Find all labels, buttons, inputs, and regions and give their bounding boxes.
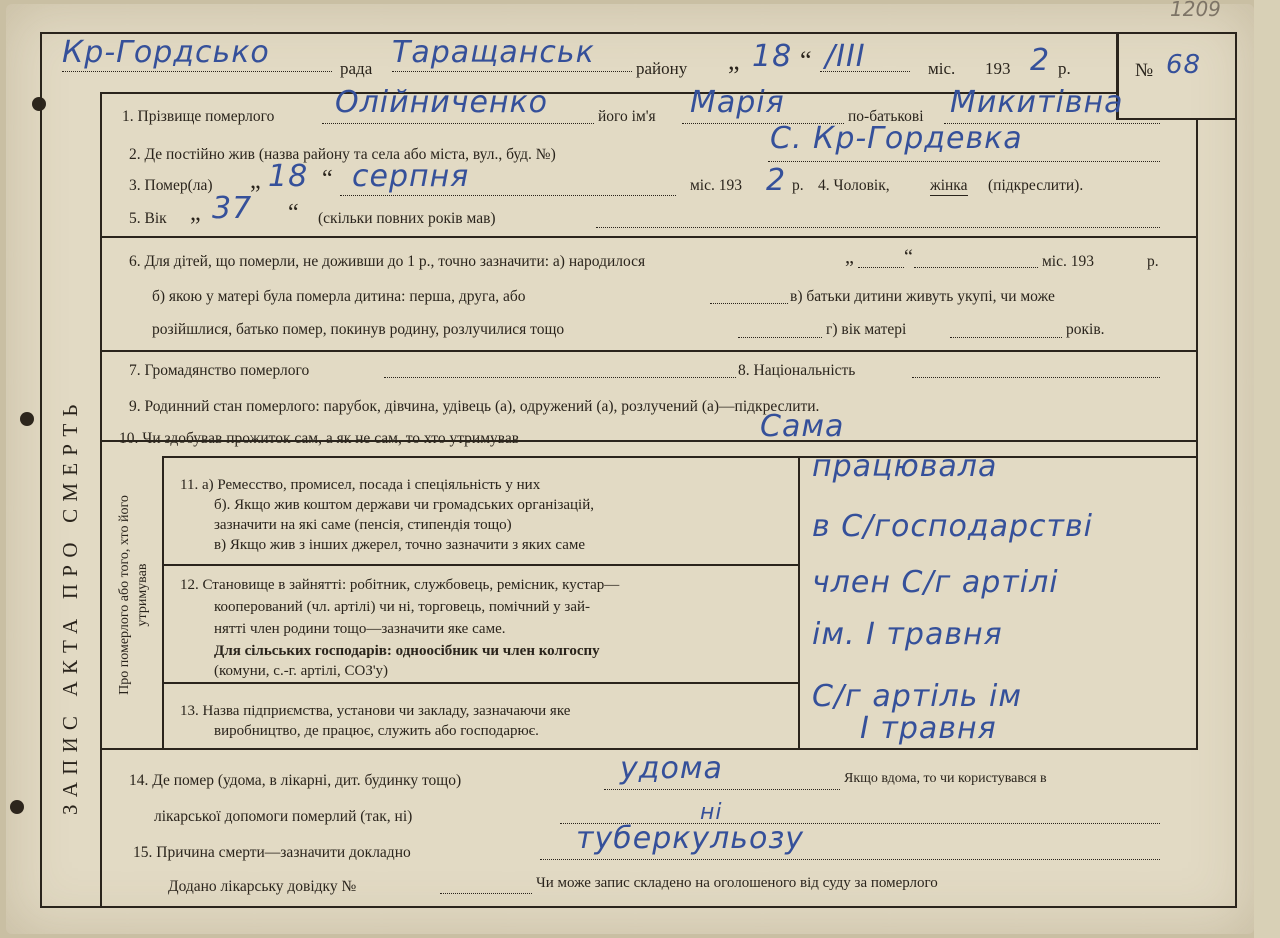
death-month-label: міс. 193: [690, 177, 742, 194]
final-line-b: Чи може запис складено на оголошеного від суду за померлого: [536, 875, 938, 891]
day-open-quote: „: [728, 46, 740, 75]
field-6-line2a: б) якою у матері була померла дитина: перша, друга, або: [152, 288, 526, 305]
hw-number: 68: [1166, 50, 1202, 80]
field-5-label: 5. Вік: [129, 210, 167, 227]
age-open: „: [190, 200, 201, 226]
field-6-line1: 6. Для дітей, що померли, не доживши до 1 р., точно зазначити: а) народилося: [129, 253, 646, 270]
death-day-open: „: [250, 168, 261, 194]
hw-medical-help: ні: [700, 800, 723, 825]
right-margin-border: [1196, 118, 1198, 748]
divider-after-10b: [162, 456, 1198, 458]
field-4-female: жінка: [930, 177, 968, 194]
punch-hole: [10, 800, 24, 814]
hw-district: Таращанськ: [392, 35, 595, 70]
field-14-line1b: Якщо вдома, то чи користувався в: [844, 771, 1047, 786]
divider-12-13: [162, 682, 798, 684]
field-6-line3c: років.: [1066, 321, 1105, 338]
death-day-close: “: [322, 166, 333, 192]
hw-name: Марія: [690, 85, 785, 120]
name-label: його ім'я: [598, 108, 656, 125]
field-12-line1: 12. Становище в зайнятті: робітник, службовець, ремісник, кустар—: [180, 577, 620, 593]
hw-position-2: ім. І травня: [812, 617, 1003, 652]
hw-year-digit: 2: [1030, 43, 1051, 78]
side-column-border: [100, 92, 102, 908]
month-line: [820, 70, 910, 72]
hw-position-1: член С/г артілі: [812, 565, 1059, 600]
punch-hole: [20, 412, 34, 426]
death-month-line: [340, 194, 676, 196]
field-13-line2: виробництво, де працює, служить або господарює.: [214, 723, 539, 739]
field-11-line2: б). Якщо жив коштом держави чи громадських організацій,: [214, 497, 594, 513]
divider-11-12: [162, 564, 798, 566]
month-label: міс.: [928, 59, 956, 78]
certificate-number-line: [440, 892, 532, 894]
field-12-line2: кооперований (чл. артілі) чи ні, торговець, помічний у зай-: [214, 599, 590, 615]
field-13-line1: 13. Назва підприємства, установи чи закладу, зазначаючи яке: [180, 703, 571, 719]
field-1-label: 1. Прізвище померлого: [122, 108, 275, 125]
field-7-label: 7. Громадянство померлого: [129, 362, 310, 379]
hw-workplace-1: С/г артіль ім: [812, 679, 1022, 714]
field-14-line1a: 14. Де помер (удома, в лікарні, дит. будинку тощо): [129, 772, 462, 789]
corner-mark: 1209: [1170, 0, 1221, 21]
number-label: №: [1135, 60, 1154, 81]
nationality-line: [912, 376, 1160, 378]
divider-after-5: [100, 236, 1198, 238]
year-suffix: р.: [1058, 59, 1071, 78]
hw-death-year-digit: 2: [766, 163, 787, 198]
number-box-bottom: [1116, 118, 1237, 120]
field-12-line4: Для сільських господарів: одноосібник чи член колгоспу: [214, 643, 600, 659]
hw-cause: туберкульозу: [576, 821, 805, 856]
day-close-quote: “: [800, 46, 812, 75]
hw-council: Кр-Гордсько: [62, 35, 270, 70]
field-2-label: 2. Де постійно жив (назва району та села або міста, вул., буд. №): [129, 146, 556, 163]
field-6-line2b: в) батьки дитини живуть укупі, чи може: [790, 288, 1055, 305]
council-label: рада: [340, 59, 373, 78]
district-label: району: [636, 59, 688, 78]
field-4-note: (підкреслити).: [988, 177, 1084, 194]
field-3-label: 3. Помер(ла): [129, 177, 213, 194]
field-6-close: “: [904, 246, 913, 268]
council-line: [62, 70, 332, 72]
hw-occupation-2: в С/господарстві: [812, 509, 1094, 544]
hw-death-place: удома: [620, 751, 723, 786]
child-order-line: [710, 302, 788, 304]
side-title: ЗАПИС АКТА ПРО СМЕРТЬ: [58, 397, 82, 815]
side-label-divider: [162, 456, 164, 748]
page-edge: [1254, 0, 1280, 938]
parents-line: [738, 336, 822, 338]
field-11-line4: в) Якщо жив з інших джерел, точно зазначити з яких саме: [214, 537, 586, 553]
hw-header-month: /III: [825, 39, 866, 74]
answer-column-divider: [798, 456, 800, 748]
side-label: Про померлого або того, хто його утримував: [117, 495, 150, 695]
field-6-suffix: р.: [1147, 253, 1159, 270]
field-6-line3a: розійшлися, батько помер, покинув родину, розлучилися тощо: [152, 321, 565, 338]
field-6-line3b: г) вік матері: [826, 321, 907, 338]
field-4-label: 4. Чоловік,: [818, 177, 890, 194]
cause-line: [540, 858, 1160, 860]
year-printed: 193: [985, 59, 1011, 78]
hw-support: Сама: [760, 409, 845, 444]
field-8-label: 8. Національність: [738, 362, 856, 379]
field-6-open: „: [845, 246, 854, 268]
mother-age-line: [950, 336, 1062, 338]
divider-after-13: [100, 748, 1198, 750]
citizenship-line: [384, 376, 736, 378]
hw-death-month: серпня: [352, 159, 470, 194]
hw-death-day: 18: [268, 159, 309, 194]
hw-residence: С. Кр-Гордевка: [770, 121, 1023, 156]
field-15-label: 15. Причина смерти—зазначити докладно: [133, 844, 411, 861]
final-line-a: Додано лікарську довідку №: [168, 878, 357, 895]
hw-workplace-2: І травня: [860, 711, 997, 746]
hw-header-day: 18: [752, 39, 793, 74]
field-9-label: 9. Родинний стан померлого: парубок, дівчина, удівець (а), одружений (а), розлучений (а)—підкреслити.: [129, 398, 820, 415]
death-year-suffix: р.: [792, 177, 804, 194]
field-6-month: міс. 193: [1042, 253, 1094, 270]
birth-month-line: [914, 266, 1038, 268]
field-12-line3: нятті член родини тощо—зазначити яке саме.: [214, 621, 506, 637]
field-10-label: 10. Чи здобував прожиток сам, а як не сам, то хто утримував: [119, 430, 520, 447]
residence-line: [768, 160, 1160, 162]
patronymic-label: по-батькові: [848, 108, 924, 125]
field-12-line5: (комуни, с.-г. артілі, СОЗ'у): [214, 663, 389, 679]
birth-day-line: [858, 266, 904, 268]
hw-occupation-1: працювала: [812, 449, 998, 484]
hw-patronymic: Микитівна: [950, 85, 1124, 120]
hw-age: 37: [212, 191, 253, 226]
district-line: [392, 70, 632, 72]
field-11-line3: зазначити на які саме (пенсія, стипендія тощо): [214, 517, 512, 533]
surname-line: [322, 122, 594, 124]
hw-surname: Олійниченко: [335, 85, 549, 120]
death-place-line: [604, 788, 840, 790]
field-11-line1: 11. а) Ремесство, промисел, посада і спеціяльність у них: [180, 477, 541, 493]
age-line: [596, 226, 1160, 228]
age-close: “: [288, 200, 299, 226]
field-14-line2: лікарської допомоги померлий (так, ні): [154, 808, 413, 825]
age-note: (скільки повних років мав): [318, 210, 496, 227]
divider-after-6: [100, 350, 1198, 352]
